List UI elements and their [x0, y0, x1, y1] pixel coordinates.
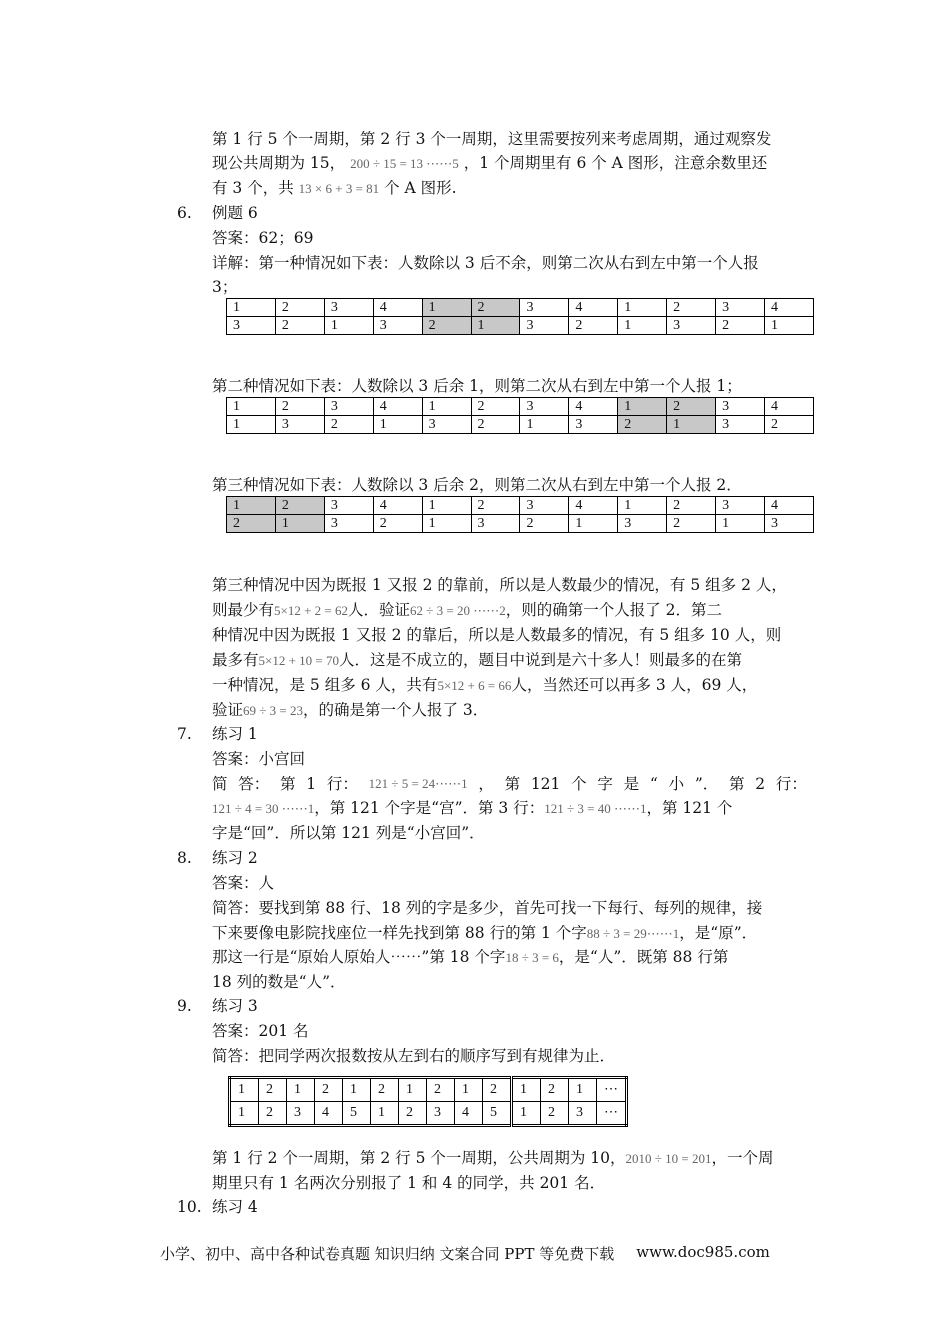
- table-cell: ⋯: [597, 1102, 627, 1126]
- table-cell: 2: [471, 398, 520, 416]
- footer-text: 小学、初中、高中各种试卷真题 知识归纳 文案合同 PPT 等免费下载: [160, 1245, 615, 1263]
- table-cell: 3: [716, 416, 765, 434]
- text: 行：: [775, 775, 807, 793]
- q6-case-2-text: 第二种情况如下表：人数除以 3 后余 1，则第二次从右到左中第一个人报 1；: [212, 377, 742, 395]
- table-cell: 2: [667, 299, 716, 317]
- q9-line-1: 简答：把同学两次报数按从左到右的顺序写到有规律为止．: [212, 1047, 616, 1065]
- table-cell: 4: [569, 299, 618, 317]
- table-cell: 1: [618, 497, 667, 515]
- table-cell: 2: [569, 317, 618, 335]
- text: 现公共周期为 15，: [212, 154, 346, 172]
- text: 第: [504, 775, 521, 793]
- q6-case-3-text: 第三种情况如下表：人数除以 3 后余 2，则第二次从右到左中第一个人报 2．: [212, 476, 742, 494]
- math-expression: 69 ÷ 3 = 23: [243, 703, 303, 718]
- table-cell: 2: [275, 299, 324, 317]
- table-cell: 2: [541, 1078, 569, 1102]
- text: 人，当然还可以再多 3 人，69 人，: [511, 676, 758, 694]
- table-cell: 2: [324, 416, 373, 434]
- item-number-10: 10.: [177, 1198, 202, 1216]
- table-cell-highlighted: 2: [227, 515, 276, 533]
- q8-title: 练习 2: [212, 849, 258, 867]
- table-cell: 1: [227, 398, 276, 416]
- math-expression: 121 ÷ 4 = 30 ⋯⋯1: [212, 801, 315, 816]
- table-cell: 3: [520, 398, 569, 416]
- table-cell: 1: [422, 497, 471, 515]
- q8-line-1: 简答：要找到第 88 行、18 列的字是多少，首先可找一下每行、每列的规律，接: [212, 899, 763, 917]
- table-cell: 1: [569, 1078, 597, 1102]
- text: 答：: [238, 775, 270, 793]
- table-cell: 1: [373, 416, 422, 434]
- table-cell: 3: [618, 515, 667, 533]
- table-row: [230, 1102, 627, 1126]
- table-cell: 1: [422, 515, 471, 533]
- text: 人．这是不成立的，题目中说到是六十多人！则最多的在第: [339, 651, 743, 669]
- table-cell: 4: [764, 497, 813, 515]
- text: 1: [306, 775, 317, 793]
- q7-line-3: 字是“回”．所以第 121 列是“小宫回”．: [212, 824, 485, 842]
- table-cell: 3: [569, 1102, 597, 1126]
- text: 行：: [326, 775, 358, 793]
- table-cell-highlighted: 2: [667, 398, 716, 416]
- q7-line-1: [212, 773, 807, 795]
- text: ，是“人”．既第 88 行第: [558, 948, 729, 966]
- table-cell: 4: [315, 1102, 343, 1126]
- table-cell: 4: [569, 398, 618, 416]
- text: 验证: [212, 701, 244, 719]
- table-cell: 3: [324, 398, 373, 416]
- q6-para-line-2: [212, 599, 722, 622]
- table-cell: 1: [569, 515, 618, 533]
- text: 字: [597, 775, 613, 793]
- text: 2: [755, 775, 766, 793]
- table-cell: 3: [667, 317, 716, 335]
- table-cell: 3: [227, 317, 276, 335]
- text: 人．验证: [348, 601, 411, 619]
- table-cell: 3: [422, 416, 471, 434]
- table-cell: 3: [716, 497, 765, 515]
- table-cell: 3: [716, 299, 765, 317]
- table-cell: 1: [716, 515, 765, 533]
- q9-para-line-1: [212, 1147, 774, 1170]
- table-cell: 2: [764, 416, 813, 434]
- intro-line-2: [212, 152, 767, 175]
- table-cell: 3: [520, 317, 569, 335]
- table-cell: 3: [471, 515, 520, 533]
- text: 则最少有: [212, 601, 275, 619]
- text: 简: [212, 775, 228, 793]
- table-cell: 1: [324, 317, 373, 335]
- table-cell: 1: [618, 317, 667, 335]
- table-cell: 3: [520, 299, 569, 317]
- table-cell: 3: [764, 515, 813, 533]
- table-cell: 1: [287, 1078, 315, 1102]
- q6-para-line-3: 种情况中因为既报 1 又报 2 的靠后，所以是人数最多的情况，有 5 组多 10 人，则: [212, 626, 782, 644]
- q6-para-line-4: [212, 649, 742, 672]
- table-cell: 3: [324, 299, 373, 317]
- table-cell: 1: [512, 1102, 541, 1126]
- text: 小: [668, 775, 685, 793]
- table-row: [227, 515, 814, 533]
- table-cell: 2: [541, 1102, 569, 1126]
- q8-answer: 答案：人: [212, 874, 275, 892]
- table-cell-highlighted: 1: [422, 299, 471, 317]
- q9-title: 练习 3: [212, 997, 258, 1015]
- table-cell: 2: [471, 497, 520, 515]
- text: ，是“原”．: [679, 924, 758, 942]
- text: 是: [623, 775, 640, 793]
- table-cell: 1: [227, 416, 276, 434]
- text: 第: [728, 775, 745, 793]
- item-number-7: 7.: [177, 725, 192, 743]
- table-cell-highlighted: 2: [275, 497, 324, 515]
- math-expression: 13 × 6 + 3 = 81: [298, 181, 380, 196]
- table-cell: 2: [315, 1078, 343, 1102]
- q9-answer: 答案：201 名: [212, 1022, 309, 1040]
- text: 第: [280, 775, 296, 793]
- q6-para-line-5: [212, 674, 757, 697]
- table-cell-highlighted: 2: [471, 299, 520, 317]
- math-expression: 121 ÷ 5 = 24⋯⋯1: [368, 776, 468, 791]
- table-cell: 4: [373, 299, 422, 317]
- text: ，: [478, 775, 494, 793]
- table-cell-highlighted: 2: [618, 416, 667, 434]
- table-cell: 2: [275, 398, 324, 416]
- text: ”．: [694, 775, 719, 793]
- table-cell: ⋯: [597, 1078, 627, 1102]
- table-cell: 1: [764, 317, 813, 335]
- text: ，1 个周期里有 6 个 A 图形，注意余数里还: [463, 154, 768, 172]
- table-cell: 5: [343, 1102, 371, 1126]
- table-cell: 3: [373, 317, 422, 335]
- q9-para-line-2: 期里只有 1 名两次分别报了 1 和 4 的同学，共 201 名．: [212, 1174, 606, 1192]
- q8-line-3: [212, 946, 728, 969]
- text: 121: [530, 775, 561, 793]
- text: 有 3 个，共: [212, 179, 294, 197]
- text: “: [649, 775, 658, 793]
- q9-table: [228, 1076, 628, 1127]
- table-cell: 2: [483, 1078, 512, 1102]
- q6-title: 例题 6: [212, 204, 258, 222]
- text: 那这一行是“原始人原始人⋯⋯”第 18 个字: [212, 948, 506, 966]
- table-cell: 5: [483, 1102, 512, 1126]
- table-cell: 3: [520, 497, 569, 515]
- text: ，第 121 个: [646, 799, 733, 817]
- table-row: [227, 317, 814, 335]
- table-cell: 4: [764, 299, 813, 317]
- table-cell-highlighted: 1: [618, 398, 667, 416]
- table-cell-highlighted: 1: [275, 515, 324, 533]
- q6-detail-line-2: 3；: [212, 278, 238, 296]
- item-number-9: 9.: [177, 997, 192, 1015]
- table-cell: 2: [275, 317, 324, 335]
- math-expression: 121 ÷ 3 = 40 ⋯⋯1: [544, 801, 647, 816]
- q7-answer: 答案：小宫回: [212, 750, 306, 768]
- text: 个: [571, 775, 587, 793]
- text: ，第 121 个字是“宫”．第 3 行：: [314, 799, 545, 817]
- math-expression: 2010 ÷ 10 = 201: [625, 1151, 712, 1166]
- table-cell: 3: [287, 1102, 315, 1126]
- table-cell: 3: [275, 416, 324, 434]
- table-cell: 2: [471, 416, 520, 434]
- table-cell: 1: [371, 1102, 399, 1126]
- footer-link[interactable]: www.doc985.com: [636, 1243, 770, 1261]
- table-cell: 4: [373, 497, 422, 515]
- table-cell-highlighted: 1: [471, 317, 520, 335]
- table-row: [227, 497, 814, 515]
- intro-line-1: 第 1 行 5 个一周期，第 2 行 3 个一周期，这里需要按列来考虑周期，通过观察发: [212, 130, 772, 148]
- text: 个 A 图形.: [384, 179, 457, 197]
- table-cell: 1: [230, 1078, 259, 1102]
- table-row: [227, 299, 814, 317]
- math-expression: 5×12 + 10 = 70: [258, 653, 340, 668]
- text: ，的确是第一个人报了 3．: [302, 701, 489, 719]
- table-cell: 1: [399, 1078, 427, 1102]
- q8-line-4: 18 列的数是“人”．: [212, 973, 346, 991]
- q6-detail-line-1: 详解：第一种情况如下表：人数除以 3 后不余，则第二次从右到左中第一个人报: [212, 254, 759, 272]
- page-footer: [160, 1243, 800, 1264]
- table-cell: 2: [716, 317, 765, 335]
- q6-para-line-1: 第三种情况中因为既报 1 又报 2 的靠前，所以是人数最少的情况，有 5 组多 2 人，: [212, 576, 787, 594]
- q7-line-2: [212, 797, 732, 820]
- q6-table-case-2: [226, 397, 814, 434]
- table-cell: 1: [422, 398, 471, 416]
- table-row: [227, 398, 814, 416]
- table-cell: 3: [427, 1102, 455, 1126]
- math-expression: 5×12 + 2 = 62: [274, 603, 349, 618]
- math-expression: 88 ÷ 3 = 29⋯⋯1: [586, 926, 680, 941]
- intro-line-3: [212, 177, 457, 200]
- q6-table-case-1: [226, 298, 814, 335]
- math-expression: 5×12 + 6 = 66: [437, 678, 512, 693]
- text: ，一个周: [711, 1149, 774, 1167]
- table-cell: 2: [399, 1102, 427, 1126]
- table-cell: 1: [227, 299, 276, 317]
- q6-table-case-3: [226, 496, 814, 533]
- q8-line-2: [212, 922, 757, 945]
- q7-title: 练习 1: [212, 725, 258, 743]
- text: 一种情况，是 5 组多 6 人，共有: [212, 676, 438, 694]
- q6-answer: 答案：62；69: [212, 229, 314, 247]
- table-cell: 2: [259, 1102, 287, 1126]
- table-cell: 1: [618, 299, 667, 317]
- item-number-8: 8.: [177, 849, 192, 867]
- table-cell: 2: [259, 1078, 287, 1102]
- table-cell-highlighted: 2: [422, 317, 471, 335]
- math-expression: 18 ÷ 3 = 6: [505, 950, 559, 965]
- table-cell: 3: [569, 416, 618, 434]
- table-cell: 1: [230, 1102, 259, 1126]
- math-expression: 200 ÷ 15 = 13 ⋯⋯5: [350, 156, 459, 171]
- table-cell: 1: [520, 416, 569, 434]
- table-cell: 1: [343, 1078, 371, 1102]
- table-cell-highlighted: 1: [667, 416, 716, 434]
- text: 下来要像电影院找座位一样先找到第 88 行的第 1 个字: [212, 924, 587, 942]
- item-number-6: 6.: [177, 204, 192, 222]
- table-cell: 3: [716, 398, 765, 416]
- table-row: [227, 416, 814, 434]
- table-cell: 2: [520, 515, 569, 533]
- table-cell: 1: [455, 1078, 483, 1102]
- table-cell: 2: [667, 515, 716, 533]
- table-cell: 4: [373, 398, 422, 416]
- text: 第 1 行 2 个一周期，第 2 行 5 个一周期，公共周期为 10，: [212, 1149, 626, 1167]
- table-cell: 4: [569, 497, 618, 515]
- q10-title: 练习 4: [212, 1198, 258, 1216]
- text: 最多有: [212, 651, 259, 669]
- table-cell-highlighted: 1: [227, 497, 276, 515]
- table-cell: 3: [324, 497, 373, 515]
- table-cell: 4: [455, 1102, 483, 1126]
- table-cell: 2: [427, 1078, 455, 1102]
- text: ，则的确第一个人报了 2．第二: [505, 601, 723, 619]
- table-cell: 2: [373, 515, 422, 533]
- table-cell: 2: [371, 1078, 399, 1102]
- table-cell: 1: [512, 1078, 541, 1102]
- q6-para-line-6: [212, 699, 488, 722]
- table-cell: 3: [324, 515, 373, 533]
- table-cell: 2: [667, 497, 716, 515]
- math-expression: 62 ÷ 3 = 20 ⋯⋯2: [410, 603, 506, 618]
- table-cell: 4: [764, 398, 813, 416]
- table-row: [230, 1078, 627, 1102]
